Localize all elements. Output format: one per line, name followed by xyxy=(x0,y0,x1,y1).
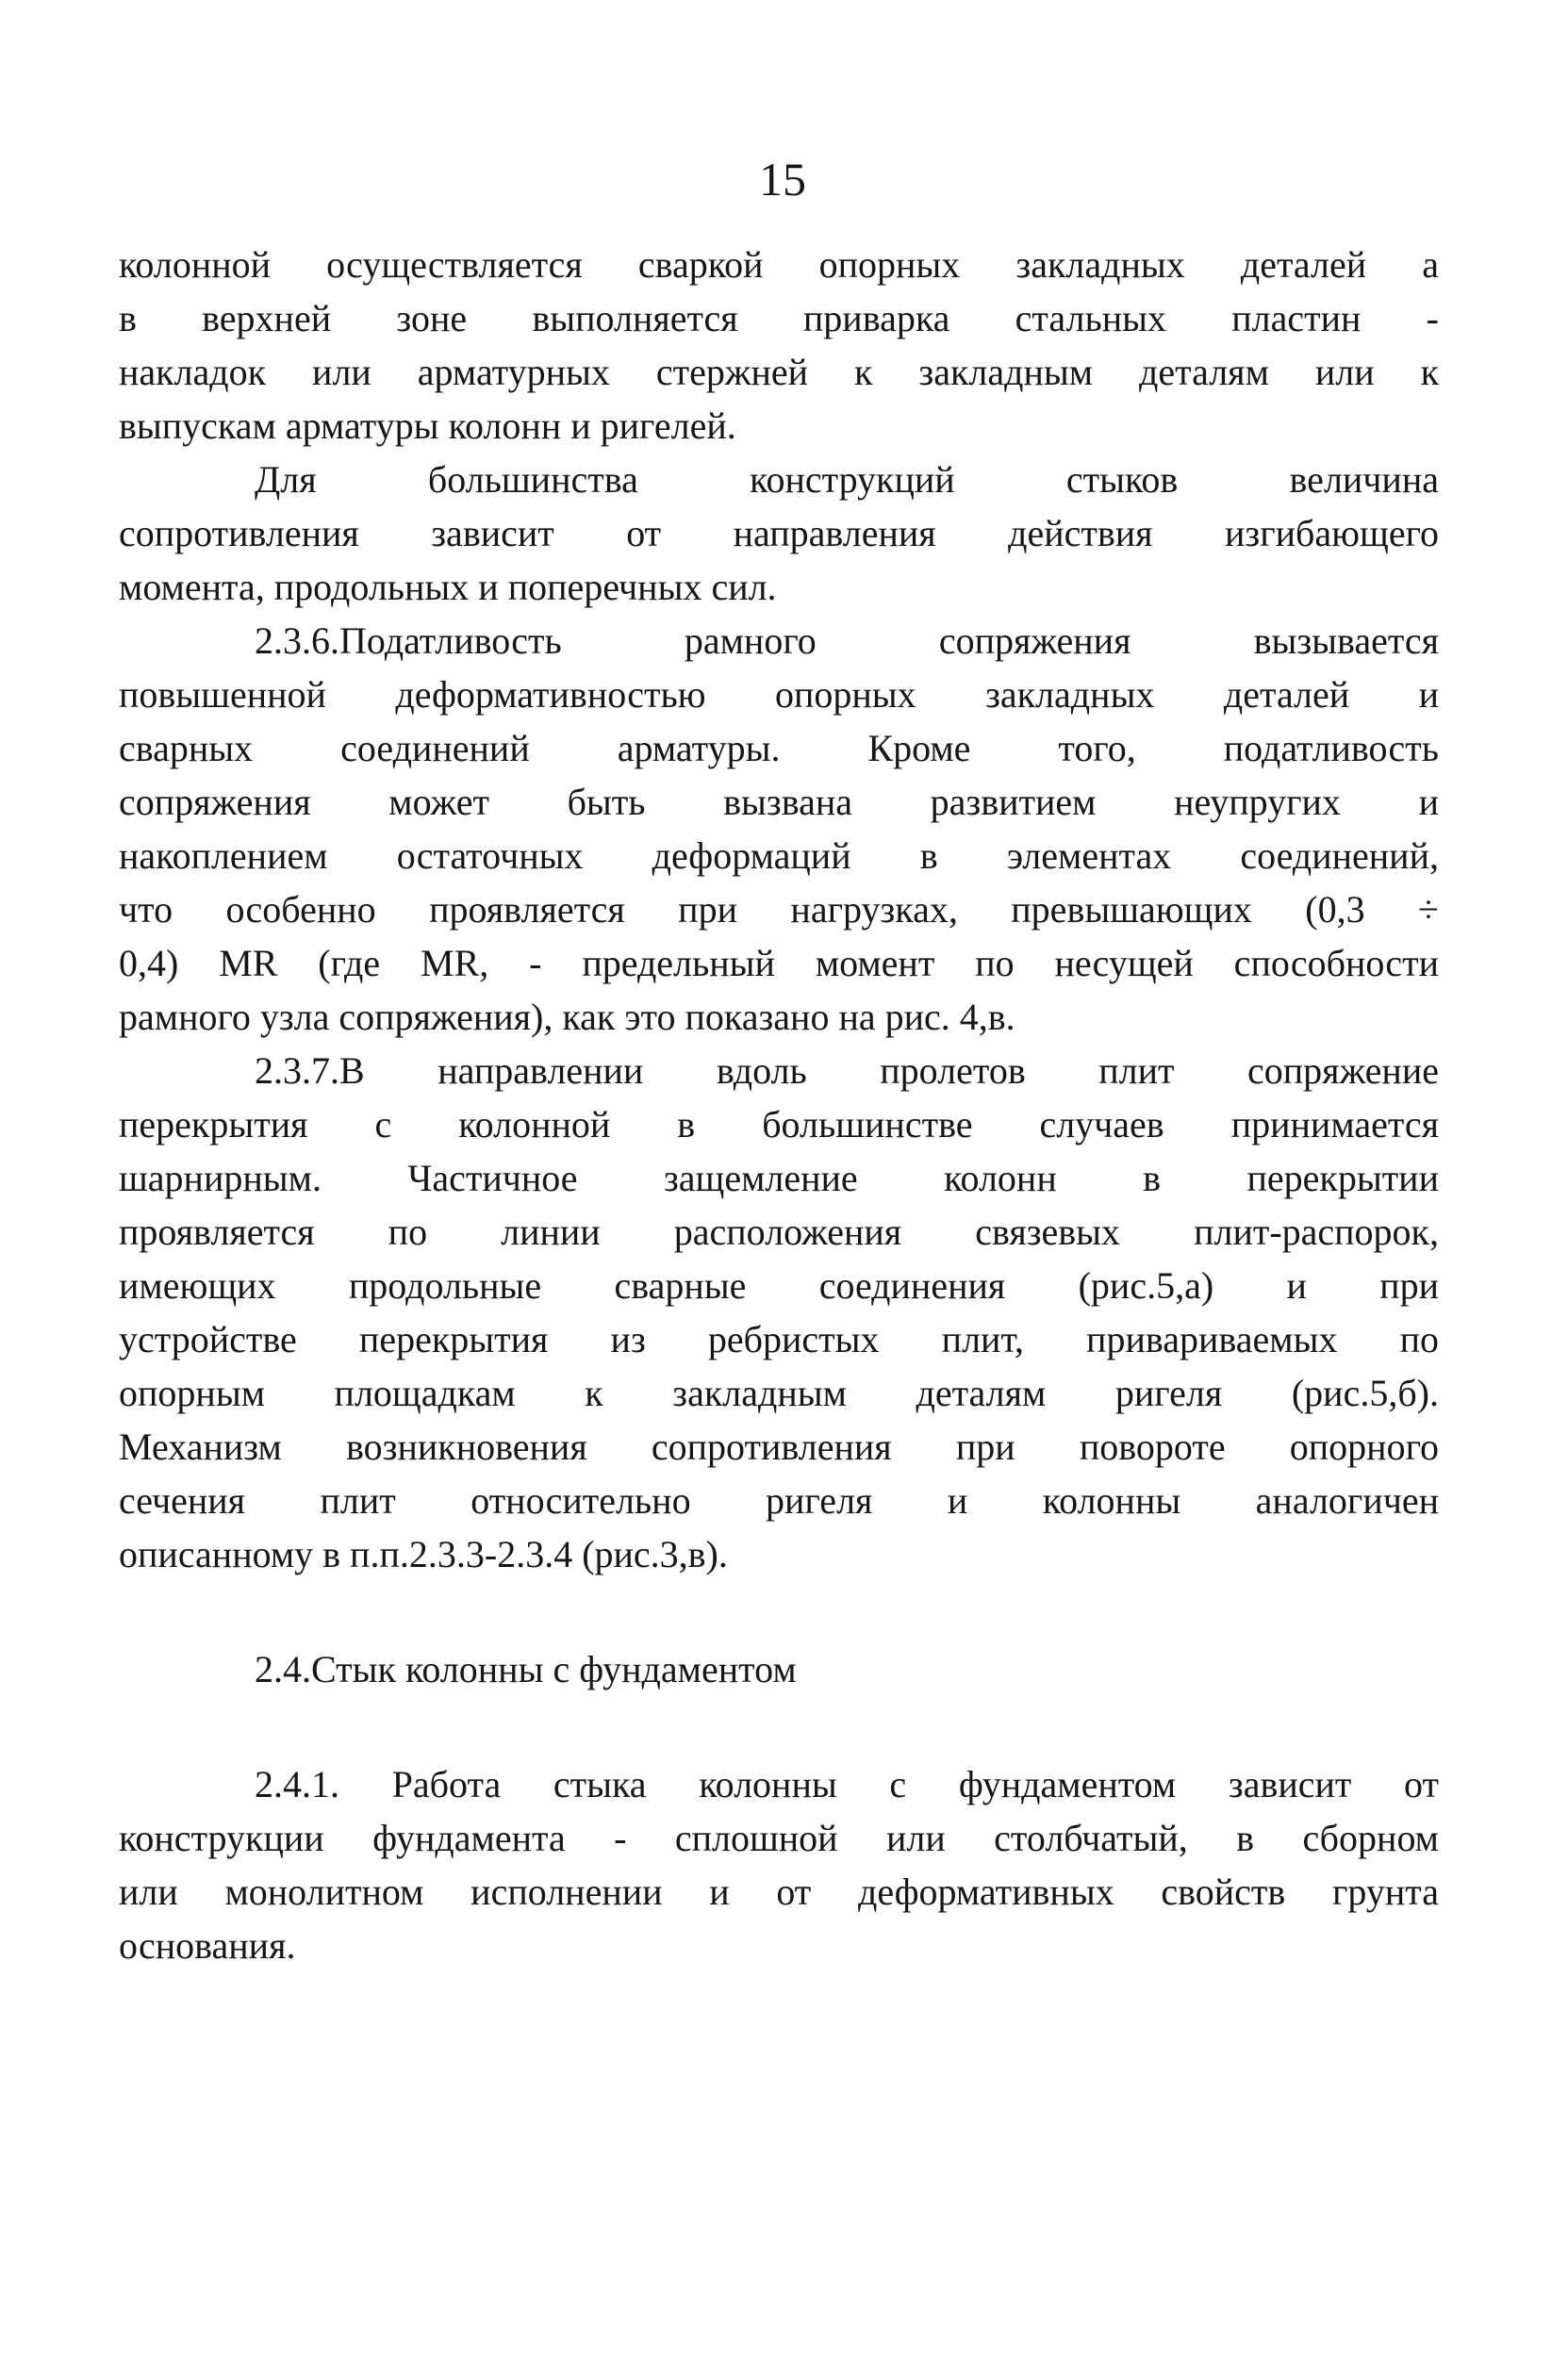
text-line: основания. xyxy=(119,1924,296,1967)
text-line: сварных соединений арматуры. Кроме того, податливость xyxy=(119,727,1439,769)
text-line: или монолитном исполнении и от деформативных свойств грунта xyxy=(119,1871,1439,1913)
text-line: повышенной деформативностью опорных закладных деталей и xyxy=(119,673,1439,716)
text-line: выпускам арматуры колонн и ригелей. xyxy=(119,404,736,447)
text-line: 0,4) MR (где MR, - предельный момент по несущей способности xyxy=(119,942,1439,984)
text-line: перекрытия с колонной в большинстве случаев принимается xyxy=(119,1103,1439,1146)
text-line: имеющих продольные сварные соединения (рис.5,а) и при xyxy=(119,1264,1439,1307)
text-line: сечения плит относительно ригеля и колонны аналогичен xyxy=(119,1479,1439,1522)
text-line: устройстве перекрытия из ребристых плит, привариваемых по xyxy=(119,1318,1439,1360)
text-line: конструкции фундамента - сплошной или столбчатый, в сборном xyxy=(119,1817,1439,1859)
text-line: шарнирным. Частичное защемление колонн в перекрытии xyxy=(119,1157,1439,1199)
text-line: проявляется по линии расположения связевых плит-распорок, xyxy=(119,1211,1439,1253)
text-line: 2.4.1. Работа стыка колонны с фундаментом зависит от xyxy=(255,1763,1439,1805)
text-line: накладок или арматурных стержней к закладным деталям или к xyxy=(119,351,1439,393)
text-line: что особенно проявляется при нагрузках, превышающих (0,3 ÷ xyxy=(119,888,1439,931)
page-number: 15 xyxy=(759,153,806,206)
text-line: колонной осуществляется сваркой опорных закладных деталей а xyxy=(119,243,1439,286)
text-line: 2.3.6.Податливость рамного сопряжения вызывается xyxy=(255,619,1439,662)
text-line: описанному в п.п.2.3.3-2.3.4 (рис.3,в). xyxy=(119,1533,728,1575)
text-line: сопротивления зависит от направления действия изгибающего xyxy=(119,512,1439,554)
text-line: сопряжения может быть вызвана развитием неупругих и xyxy=(119,781,1439,823)
text-line: в верхней зоне выполняется приварка стальных пластин - xyxy=(119,297,1439,339)
text-line: опорным площадкам к закладным деталям ригеля (рис.5,б). xyxy=(119,1372,1439,1414)
section-heading: 2.4.Стык колонны с фундаментом xyxy=(255,1648,797,1690)
text-line: Для большинства конструкций стыков величина xyxy=(255,458,1439,501)
text-line: момента, продольных и поперечных сил. xyxy=(119,566,777,608)
text-line: рамного узла сопряжения), как это показано на рис. 4,в. xyxy=(119,996,1015,1038)
text-line: накоплением остаточных деформаций в элементах соединений, xyxy=(119,834,1439,877)
text-line: 2.3.7.В направлении вдоль пролетов плит сопряжение xyxy=(255,1049,1439,1092)
text-line: Механизм возникновения сопротивления при повороте опорного xyxy=(119,1426,1439,1468)
